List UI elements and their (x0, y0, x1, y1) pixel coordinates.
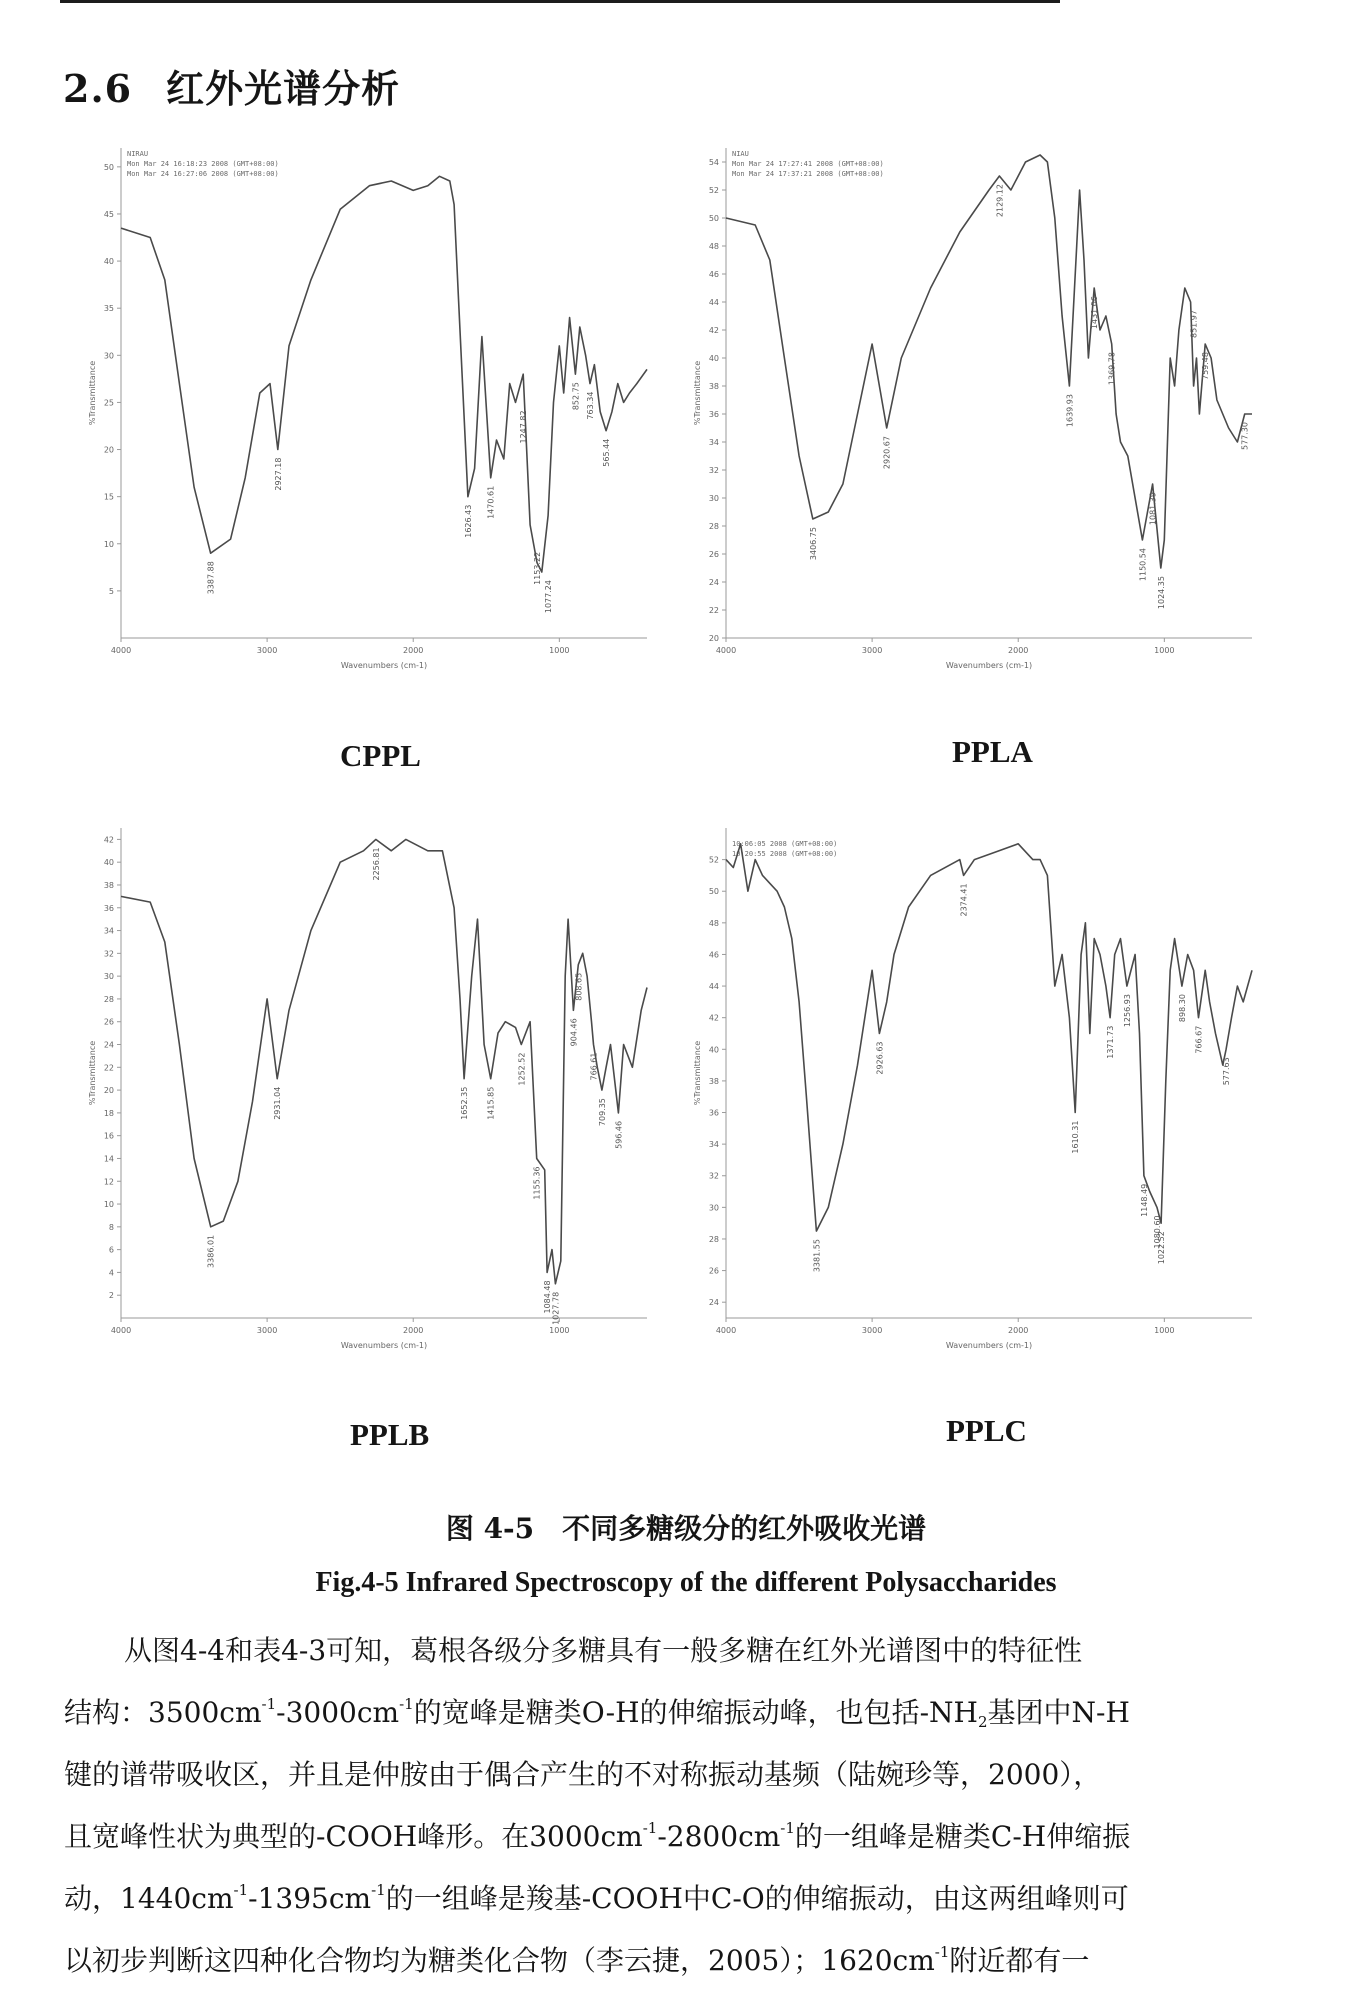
text-run: 以初步判断这四种化合物均为糖类化合物（李云捷，2005）；1620cm (64, 1944, 935, 1977)
x-tick-label: 1000 (1154, 1326, 1175, 1335)
text-run: 的一组峰是糖类C-H伸缩振 (794, 1820, 1131, 1853)
y-axis-label: %Transmittance (693, 360, 702, 426)
y-axis-label: %Transmittance (88, 1040, 97, 1106)
y-tick-label: 6 (108, 1245, 114, 1255)
peak-label: 3381.55 (812, 1239, 822, 1273)
y-tick-label: 22 (708, 606, 719, 615)
subscript: 2 (977, 1713, 988, 1731)
x-tick-label: 4000 (110, 646, 132, 655)
x-tick-label: 3000 (861, 1326, 883, 1335)
spectrum-header-line: NIRAU (127, 150, 149, 158)
spectrum-header-line: Mon Mar 24 16:27:06 2008 (GMT+08:00) (127, 170, 279, 178)
peak-label: 904.46 (569, 1018, 579, 1047)
top-rule (60, 0, 1060, 3)
peak-label: 1470.61 (486, 485, 496, 519)
y-tick-label: 40 (103, 257, 114, 267)
y-tick-label: 30 (708, 1203, 719, 1213)
y-tick-label: 50 (708, 214, 719, 223)
superscript: -1 (642, 1819, 658, 1837)
y-tick-label: 5 (108, 586, 114, 596)
y-tick-label: 26 (708, 1266, 719, 1276)
panel-label-cppl: CPPL (340, 738, 421, 773)
spectrum-header-line: Mon Mar 24 17:27:41 2008 (GMT+08:00) (732, 160, 884, 168)
y-tick-label: 30 (708, 494, 719, 503)
y-tick-label: 46 (708, 270, 719, 279)
peak-label: 1024.35 (1156, 576, 1166, 610)
text-run: -3000cm (276, 1696, 400, 1729)
peak-label: 851.97 (1189, 310, 1199, 338)
section-number: 2.6 (63, 66, 133, 111)
peak-label: 1369.78 (1107, 352, 1117, 386)
y-tick-label: 28 (708, 1234, 719, 1244)
x-tick-label: 1000 (1154, 646, 1175, 655)
peak-label: 709.35 (597, 1098, 607, 1127)
x-axis-label: Wavenumbers (cm-1) (945, 1341, 1033, 1350)
spectrum-pplb (85, 820, 655, 1380)
y-tick-label: 44 (708, 298, 719, 307)
figure-caption-cn: 图 4-5 不同多糖级分的红外吸收光谱 (445, 1512, 927, 1545)
y-tick-label: 16 (103, 1131, 114, 1141)
x-axis-label: Wavenumbers (cm-1) (945, 661, 1033, 670)
x-tick-label: 3000 (256, 646, 278, 655)
spectrum-svg-pplc (690, 820, 1260, 1380)
y-tick-label: 20 (103, 1086, 114, 1096)
paragraph-line (64, 1744, 1244, 1806)
y-tick-label: 36 (708, 1108, 719, 1118)
peak-label: 1077.24 (544, 580, 554, 614)
text-run: 结构：3500cm (64, 1696, 262, 1729)
y-tick-label: 50 (708, 887, 719, 897)
peak-label: 1150.54 (1138, 548, 1148, 582)
spectrum-line (726, 155, 1252, 568)
peak-label: 1155.36 (532, 1166, 542, 1200)
peak-label: 1247.82 (519, 410, 529, 444)
y-tick-label: 20 (103, 445, 114, 455)
x-tick-label: 3000 (861, 646, 883, 655)
text-run: 且宽峰性状为典型的-COOH峰形。在3000cm (64, 1820, 643, 1853)
y-tick-label: 38 (708, 382, 719, 391)
paragraph-line (64, 1806, 1244, 1868)
y-tick-label: 2 (108, 1291, 114, 1301)
panel-label-pplb: PPLB (350, 1417, 430, 1452)
peak-label: 1415.85 (486, 1086, 496, 1120)
y-tick-label: 10 (103, 539, 114, 549)
x-tick-label: 3000 (256, 1326, 278, 1335)
y-tick-label: 32 (103, 949, 114, 959)
x-tick-label: 4000 (110, 1326, 132, 1335)
peak-label: 1626.43 (463, 504, 473, 538)
paragraph-line (64, 1682, 1244, 1744)
peak-label: 1431.06 (1090, 296, 1100, 330)
spectrum-pplc (690, 820, 1260, 1380)
y-tick-label: 50 (103, 162, 114, 172)
peak-label: 808.65 (574, 972, 584, 1001)
peak-label: 3406.75 (808, 527, 818, 561)
y-tick-label: 30 (103, 351, 114, 361)
y-tick-label: 45 (103, 209, 114, 219)
paragraph-line (64, 1620, 1244, 1682)
peak-label: 766.61 (589, 1052, 599, 1081)
peak-label: 898.30 (1177, 994, 1187, 1023)
spectrum-header-line: Mon Mar 24 16:18:23 2008 (GMT+08:00) (127, 160, 279, 168)
peak-label: 2920.67 (882, 436, 892, 470)
superscript: -1 (399, 1695, 414, 1713)
peak-label: 1639.93 (1065, 394, 1075, 428)
y-tick-label: 42 (708, 326, 719, 335)
peak-label: 577.30 (1240, 422, 1250, 450)
y-tick-label: 8 (108, 1222, 114, 1232)
text-run: 从图4-4和表4-3可知，葛根各级分多糖具有一般多糖在红外光谱图中的特征性 (124, 1634, 1083, 1667)
y-tick-label: 36 (708, 410, 719, 419)
y-tick-label: 38 (708, 1076, 719, 1086)
x-tick-label: 4000 (715, 646, 737, 655)
y-tick-label: 32 (708, 1171, 719, 1181)
y-tick-label: 14 (103, 1154, 114, 1164)
peak-label: 2256.81 (371, 847, 381, 881)
x-tick-label: 1000 (549, 1326, 570, 1335)
y-tick-label: 24 (103, 1040, 114, 1050)
spectrum-header-line: 10:20:55 2008 (GMT+08:00) (732, 850, 838, 858)
y-tick-label: 42 (708, 1013, 719, 1023)
y-tick-label: 32 (708, 466, 719, 475)
text-run: -2800cm (657, 1820, 781, 1853)
y-tick-label: 48 (708, 918, 719, 928)
y-tick-label: 48 (708, 242, 719, 251)
body-paragraph (64, 1620, 1244, 1992)
spectrum-svg-cppl (85, 140, 655, 700)
text-run: 键的谱带吸收区，并且是仲胺由于偶合产生的不对称振动基频（陆婉珍等，2000）， (64, 1758, 1102, 1791)
peak-label: 1148.49 (1139, 1183, 1149, 1217)
x-tick-label: 2000 (1008, 646, 1029, 655)
y-tick-label: 34 (103, 926, 114, 936)
x-axis-label: Wavenumbers (cm-1) (340, 1341, 428, 1350)
y-tick-label: 30 (103, 972, 114, 982)
peak-label: 565.44 (602, 438, 612, 467)
y-tick-label: 34 (708, 438, 719, 447)
y-tick-label: 52 (708, 855, 719, 865)
y-tick-label: 42 (103, 835, 114, 845)
superscript: -1 (371, 1881, 386, 1899)
spectrum-header-line: 10:06:05 2008 (GMT+08:00) (732, 840, 838, 848)
peak-label: 1256.93 (1122, 994, 1132, 1028)
section-title: 红外光谱分析 (166, 66, 401, 111)
superscript: -1 (261, 1695, 277, 1713)
x-axis-label: Wavenumbers (cm-1) (340, 661, 428, 670)
x-tick-label: 4000 (715, 1326, 737, 1335)
y-tick-label: 28 (708, 522, 719, 531)
y-tick-label: 38 (103, 880, 114, 890)
spectrum-cppl (85, 140, 655, 700)
text-run: 附近都有一 (949, 1944, 1090, 1977)
spectrum-line (726, 844, 1252, 1231)
y-tick-label: 24 (708, 578, 719, 587)
x-tick-label: 2000 (403, 1326, 424, 1335)
y-tick-label: 54 (708, 158, 719, 167)
y-tick-label: 25 (103, 398, 114, 408)
peak-label: 2926.63 (875, 1041, 885, 1075)
superscript: -1 (934, 1943, 950, 1961)
peak-label: 3387.88 (206, 561, 216, 595)
peak-label: 2927.18 (273, 457, 283, 491)
y-tick-label: 4 (108, 1268, 114, 1278)
peak-label: 1153.22 (532, 551, 542, 585)
superscript: -1 (233, 1881, 249, 1899)
peak-label: 852.75 (571, 382, 581, 411)
y-tick-label: 26 (708, 550, 719, 559)
y-tick-label: 28 (103, 994, 114, 1004)
text-run: 的宽峰是糖类O-H的伸缩振动峰，也包括-NH (413, 1696, 978, 1729)
y-tick-label: 34 (708, 1140, 719, 1150)
peak-label: 1610.31 (1071, 1120, 1081, 1154)
y-axis-label: %Transmittance (88, 360, 97, 426)
text-run: 的一组峰是羧基-COOH中C-O的伸缩振动，由这两组峰则可 (385, 1882, 1129, 1915)
y-tick-label: 24 (708, 1298, 719, 1308)
peak-label: 1084.48 (543, 1280, 553, 1314)
y-tick-label: 36 (103, 903, 114, 913)
y-tick-label: 40 (103, 858, 114, 868)
superscript: -1 (780, 1819, 795, 1837)
panel-label-pplc: PPLC (946, 1413, 1027, 1448)
peak-label: 766.67 (1194, 1025, 1204, 1054)
y-tick-label: 26 (103, 1017, 114, 1027)
y-tick-label: 44 (708, 982, 719, 992)
spectrum-svg-pplb (85, 820, 655, 1380)
peak-label: 2931.04 (273, 1086, 283, 1120)
x-tick-label: 2000 (403, 646, 424, 655)
y-tick-label: 15 (103, 492, 114, 502)
figure-caption-en: Fig.4-5 Infrared Spectroscopy of the different Polysaccharides (315, 1567, 1057, 1598)
paragraph-line (64, 1868, 1244, 1930)
spectrum-ppla (690, 140, 1260, 700)
peak-label: 1022.52 (1157, 1231, 1167, 1265)
peak-label: 759.48 (1201, 352, 1211, 380)
peak-label: 1371.73 (1106, 1025, 1116, 1059)
y-tick-label: 40 (708, 1045, 719, 1055)
text-run: -1395cm (248, 1882, 372, 1915)
y-tick-label: 40 (708, 354, 719, 363)
spectrum-line (121, 839, 647, 1283)
y-tick-label: 52 (708, 186, 719, 195)
paragraph-line (64, 1930, 1244, 1992)
spectrum-line (121, 176, 647, 572)
peak-label: 1081.39 (1148, 492, 1158, 526)
peak-label: 1252.52 (517, 1052, 527, 1086)
y-tick-label: 35 (103, 304, 114, 314)
y-tick-label: 46 (708, 950, 719, 960)
spectrum-svg-ppla (690, 140, 1260, 700)
y-tick-label: 22 (103, 1063, 114, 1073)
x-tick-label: 2000 (1008, 1326, 1029, 1335)
y-tick-label: 18 (103, 1108, 114, 1118)
spectrum-header-line: Mon Mar 24 17:37:21 2008 (GMT+08:00) (732, 170, 884, 178)
spectrum-header-line: NIAU (732, 150, 749, 158)
section-heading (63, 58, 400, 113)
peak-label: 2374.41 (959, 883, 969, 917)
peak-label: 3386.01 (206, 1234, 216, 1268)
y-tick-label: 10 (103, 1200, 114, 1210)
peak-label: 1652.35 (460, 1086, 470, 1120)
x-tick-label: 1000 (549, 646, 570, 655)
y-axis-label: %Transmittance (693, 1040, 702, 1106)
text-run: 基团中N-H (987, 1696, 1130, 1729)
peak-label: 1080.60 (1153, 1215, 1163, 1249)
peak-label: 2129.12 (995, 184, 1005, 218)
peak-label: 1027.78 (551, 1291, 561, 1325)
peak-label: 577.63 (1222, 1057, 1232, 1086)
text-run: 动，1440cm (64, 1882, 234, 1915)
y-tick-label: 20 (708, 634, 719, 643)
panel-label-ppla: PPLA (952, 734, 1033, 769)
y-tick-label: 12 (103, 1177, 114, 1187)
peak-label: 763.34 (586, 391, 596, 420)
peak-label: 596.46 (614, 1120, 624, 1149)
